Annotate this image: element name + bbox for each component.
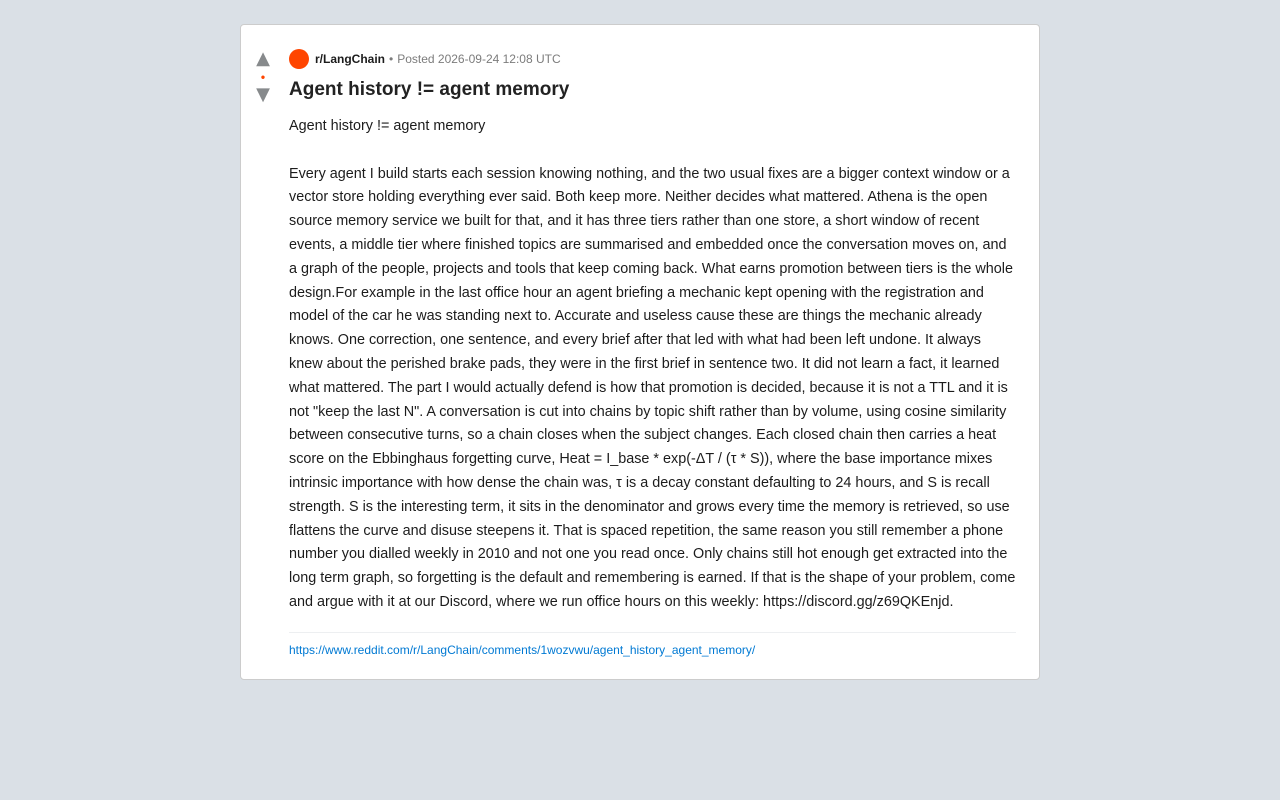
- subreddit-name[interactable]: r/LangChain: [315, 52, 386, 66]
- post-body-main: Every agent I build starts each session knowing nothing, and the two usual fixes are a bigger context window or a vector store holding everything ever said. Both keep more. Neither decides what mattered. Athena is the open source memory service we built for that, and it has three tiers rather than one store, a short window of recent events, a middle tier where finished topics are summarised and embedded once the conversation moves on, and a graph of the people, projects and tools that keep coming back. What earns promotion between tiers is the whole design.For example in the last office hour an agent briefing a mechanic kept opening with the registration and model of the car he was standing next to. Accurate and useless cause these are things the mechanic already knows. One correction, one sentence, and every brief after that led with what had been left undone. It always knew about the perished brake pads, they were in the first brief in sentence two. It did not learn a fact, it learned what mattered. The part I would actually defend is how that promotion is decided, because it is not a TTL and it is not "keep the last N". A conversation is cut into chains by topic shift rather than by volume, using cosine similarity between consecutive turns, so a chain closes when the subject changes. Each closed chain then carries a heat score on the Ebbinghaus forgetting curve, Heat = I_base * exp(-ΔT / (τ * S)), where the base importance mixes intrinsic importance with how dense the chain was, τ is a decay constant defaulting to 24 hours, and S is recall strength. S is the interesting term, it sits in the denominator and grows every time the memory is retrieved, so use flattens the curve and disuse steepens it. That is spaced repetition, the same reason you still remember a phone number you dialled weekly in 2010 and not one you read once. Only chains still hot enough get extracted into the long term graph, so forgetting is the default and remembering is earned. If that is the shape of your problem, come and argue with it at our Discord, where we run office hours on this weekly: https://discord.gg/z69QKEnjd.: [289, 165, 1016, 610]
- post-content: [289, 49, 1016, 658]
- upvote-icon[interactable]: ▲: [256, 48, 270, 69]
- post-meta: [289, 49, 1016, 69]
- post-timestamp: Posted 2026-09-24 12:08 UTC: [397, 52, 561, 66]
- vote-score: •: [260, 70, 266, 84]
- vote-column: [241, 49, 285, 105]
- post-card: [240, 24, 1040, 680]
- subreddit-icon[interactable]: [289, 49, 309, 69]
- downvote-icon[interactable]: ▼: [256, 84, 270, 105]
- meta-separator: •: [389, 52, 394, 66]
- post-title[interactable]: Agent history != agent memory: [289, 79, 570, 100]
- post-body-lead: Agent history != agent memory: [289, 118, 486, 134]
- permalink-link[interactable]: https://www.reddit.com/r/LangChain/comments/1wozvwu/agent_history_agent_memory/: [289, 642, 756, 657]
- post-footer: [289, 632, 1016, 658]
- post-body: [289, 115, 1016, 615]
